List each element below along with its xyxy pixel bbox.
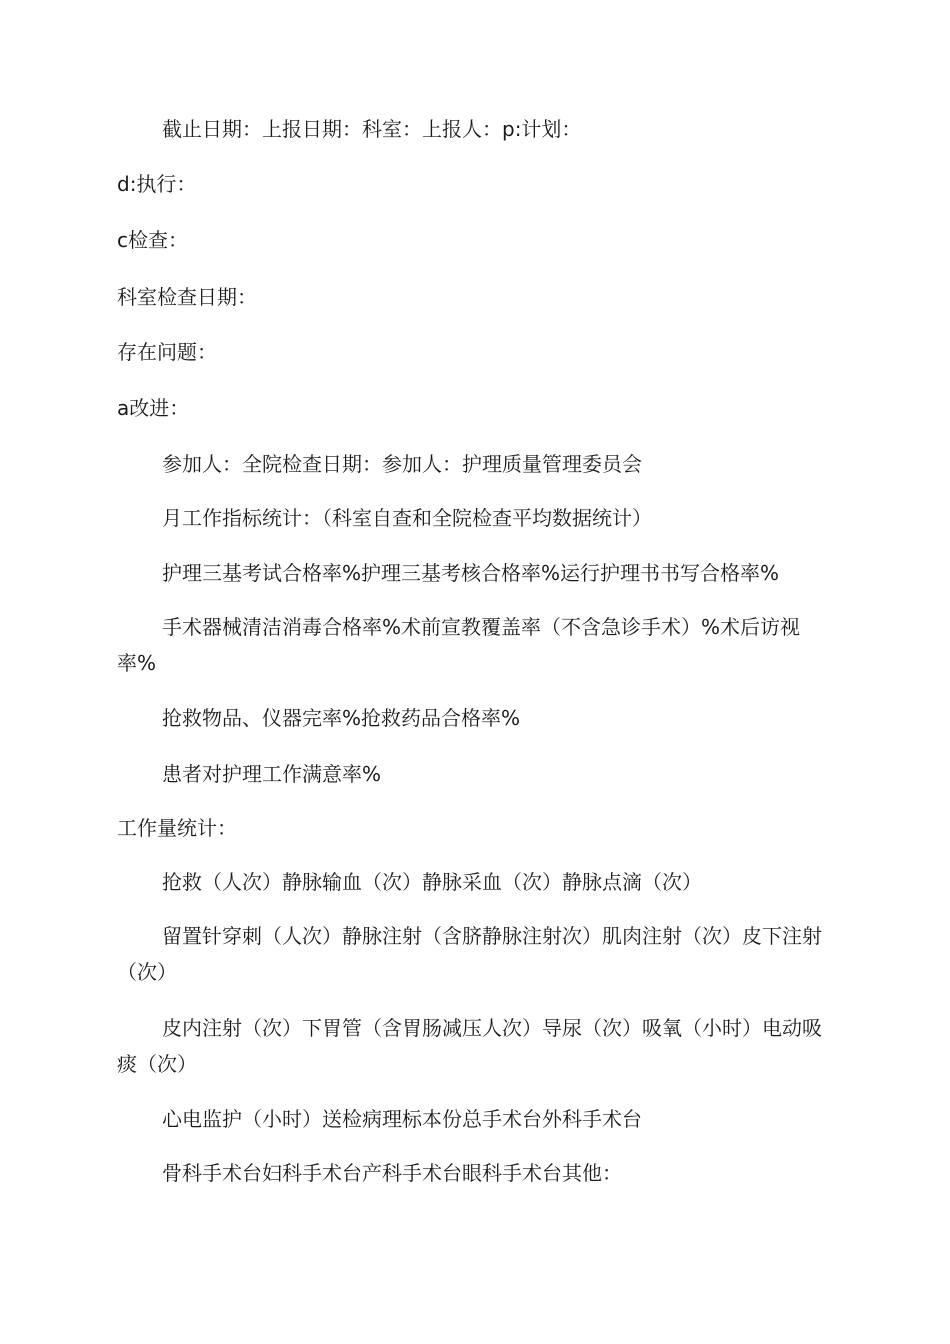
- text-line: 护理三基考试合格率%护理三基考核合格率%运行护理书书写合格率%: [162, 561, 780, 585]
- text-line: 患者对护理工作满意率%: [162, 762, 382, 786]
- text-line: c检查：: [117, 228, 188, 252]
- text-line: 抢救（人次）静脉输血（次）静脉采血（次）静脉点滴（次）: [162, 870, 702, 894]
- text-paragraph: 手术器械清洁消毒合格率%术前宣教覆盖率（不含急诊手术）%术后访视率%: [117, 615, 801, 675]
- text-paragraph: 留置针穿刺（人次）静脉注射（含脐静脉注射次）肌肉注射（次）皮下注射（次）: [117, 924, 822, 984]
- text-paragraph: 皮内注射（次）下胃管（含胃肠减压人次）导尿（次）吸氧（小时）电动吸痰（次）: [117, 1016, 822, 1076]
- text-line: 科室检查日期：: [117, 285, 257, 309]
- text-line: 截止日期：上报日期：科室：上报人：p:计划：: [162, 117, 582, 141]
- text-line: 抢救物品、仪器完率%抢救药品合格率%: [162, 706, 521, 730]
- text-line: 存在问题：: [117, 340, 217, 364]
- text-line: 参加人：全院检查日期：参加人：护理质量管理委员会: [162, 452, 642, 476]
- text-line: d:执行：: [117, 172, 197, 196]
- text-line: a改进：: [117, 396, 190, 420]
- text-line: 工作量统计：: [117, 816, 237, 840]
- text-line: 月工作指标统计：（科室自查和全院检查平均数据统计）: [162, 506, 652, 530]
- text-line: 骨科手术台妇科手术台产科手术台眼科手术台其他：: [162, 1161, 622, 1185]
- text-line: 心电监护（小时）送检病理标本份总手术台外科手术台: [162, 1107, 642, 1131]
